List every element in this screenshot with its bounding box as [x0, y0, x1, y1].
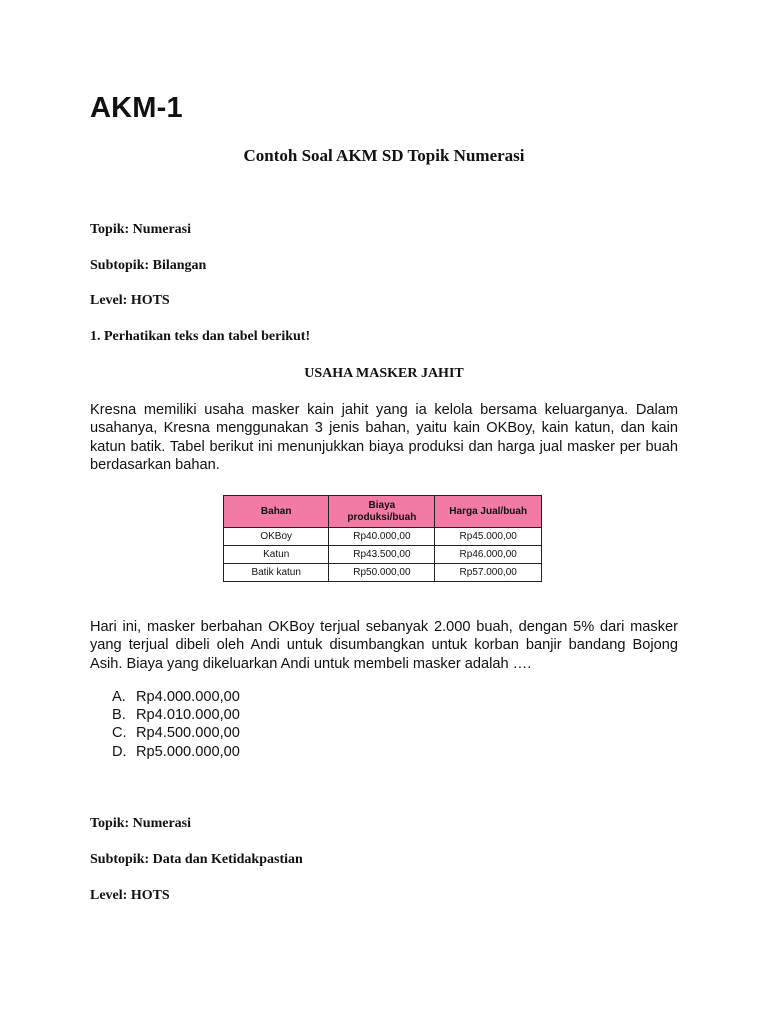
table-cell: Rp40.000,00: [329, 528, 435, 546]
q1-paragraph: Kresna memiliki usaha masker kain jahit yang ia kelola bersama keluarganya. Dalam usahanya, Kresna menggunakan 3 jenis bahan, yaitu kain OKBoy, kain katun, dan kain katun batik. Tabel berikut ini menunjukkan biaya produksi dan harga jual masker per buah berdasarkan bahan.: [90, 402, 678, 473]
q2-subtopic: Subtopik: Data dan Ketidakpastian: [90, 852, 303, 867]
q1-topic: Topik: Numerasi: [90, 222, 192, 237]
answer-option-d[interactable]: [112, 743, 240, 761]
option-text: Rp5.000.000,00: [136, 743, 240, 760]
table-cell: Rp50.000,00: [329, 564, 435, 582]
table-row: [224, 546, 542, 564]
table-cell: Rp43.500,00: [329, 546, 435, 564]
q1-section-heading: USAHA MASKER JAHIT: [304, 366, 464, 381]
answer-option-b[interactable]: [112, 706, 240, 724]
option-text: Rp4.500.000,00: [136, 725, 240, 742]
answer-option-a[interactable]: [112, 688, 240, 706]
table-cell: Batik katun: [224, 564, 329, 582]
table-header-cell: Biaya produksi/buah: [329, 496, 435, 528]
option-text: Rp4.000.000,00: [136, 689, 240, 705]
answer-option-c[interactable]: [112, 724, 240, 742]
table-header-row: [224, 496, 542, 528]
option-letter: D.: [112, 743, 127, 760]
option-letter: A.: [112, 689, 126, 705]
q1-question-text: Hari ini, masker berbahan OKBoy terjual sebanyak 2.000 buah, dengan 5% dari masker yang terjual dibeli oleh Andi untuk disumbangkan untuk korban banjir bandang Bojong Asih. Biaya yang dikeluarkan Andi untuk membeli masker adalah ….: [90, 619, 678, 672]
table-cell: Rp45.000,00: [435, 528, 542, 546]
q1-prompt: 1. Perhatikan teks dan tabel berikut!: [90, 329, 311, 344]
q1-subtopic: Subtopik: Bilangan: [90, 258, 207, 273]
table-header-cell: Bahan: [224, 496, 329, 528]
option-letter: B.: [112, 707, 126, 724]
q1-level: Level: HOTS: [90, 293, 170, 308]
table-cell: Rp46.000,00: [435, 546, 542, 564]
table-row: [224, 528, 542, 546]
q2-topic: Topik: Numerasi: [90, 816, 192, 831]
table-row: [224, 564, 542, 582]
price-table: [223, 495, 542, 582]
document-title: AKM-1: [90, 92, 183, 124]
option-letter: C.: [112, 725, 127, 742]
option-text: Rp4.010.000,00: [136, 707, 240, 724]
q2-level: Level: HOTS: [90, 888, 170, 903]
answer-options: [112, 688, 240, 761]
table-cell: OKBoy: [224, 528, 329, 546]
table-cell: Katun: [224, 546, 329, 564]
table-cell: Rp57.000,00: [435, 564, 542, 582]
document-subtitle: Contoh Soal AKM SD Topik Numerasi: [243, 146, 525, 165]
table-header-cell: Harga Jual/buah: [435, 496, 542, 528]
